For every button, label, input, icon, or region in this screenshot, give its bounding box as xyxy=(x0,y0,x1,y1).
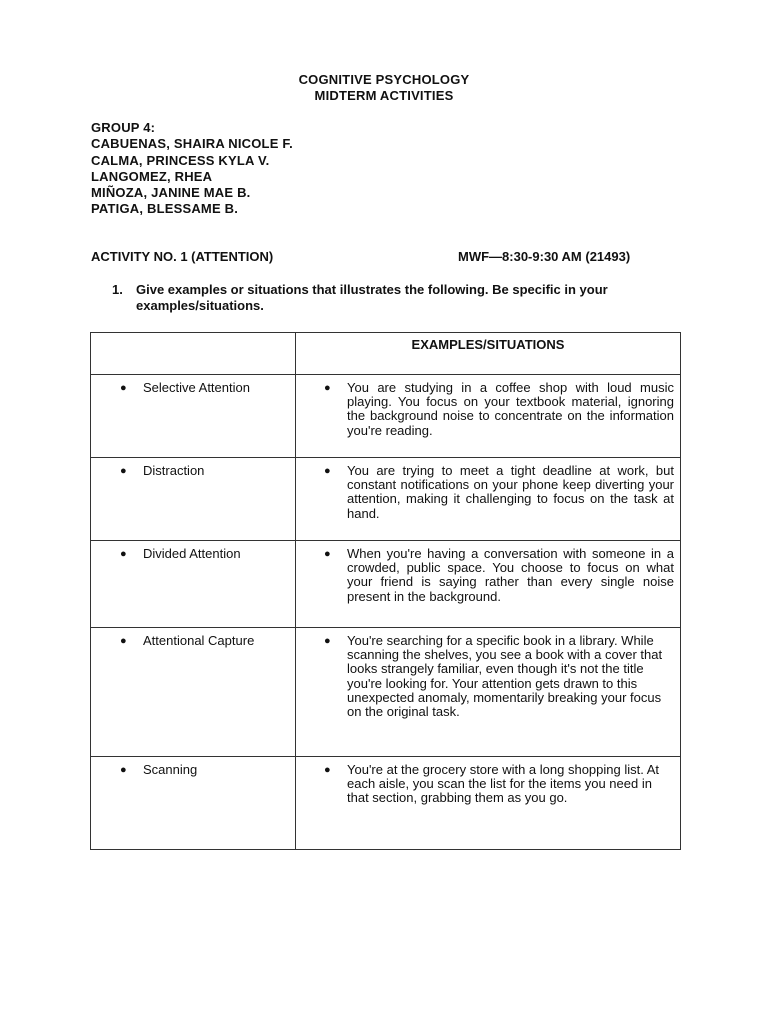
table-row xyxy=(91,458,681,541)
term-label: Attentional Capture xyxy=(143,633,255,648)
example-text: When you're having a conversation with someone in a crowded, public space. You choose to focus on what your friend is saying rather than every single noise present in the background. xyxy=(347,546,674,604)
example-cell xyxy=(296,458,681,541)
table-row xyxy=(91,628,681,757)
bullet-icon: ● xyxy=(120,382,127,394)
term-label: Distraction xyxy=(143,463,205,478)
group-member: MIÑOZA, JANINE MAE B. xyxy=(91,185,251,201)
table-row xyxy=(91,541,681,628)
example-text: You're at the grocery store with a long shopping list. At each aisle, you scan the list for the items you need in that section, grabbing them as you go. xyxy=(347,762,660,806)
example-cell xyxy=(296,375,681,458)
document-subtitle: MIDTERM ACTIVITIES xyxy=(314,88,454,103)
bullet-icon: ● xyxy=(324,382,331,394)
term-label: Selective Attention xyxy=(143,380,250,395)
group-label: GROUP 4: xyxy=(91,120,156,135)
bullet-icon: ● xyxy=(324,635,331,647)
instruction-number: 1. xyxy=(112,282,123,297)
bullet-icon: ● xyxy=(324,465,331,477)
activity-title: ACTIVITY NO. 1 (ATTENTION) xyxy=(91,249,274,264)
term-cell xyxy=(91,375,296,458)
group-member: CABUENAS, SHAIRA NICOLE F. xyxy=(91,136,293,152)
bullet-icon: ● xyxy=(120,764,127,776)
term-cell xyxy=(91,628,296,757)
activity-line xyxy=(91,249,691,265)
table-row xyxy=(91,375,681,458)
instruction xyxy=(112,282,672,314)
document-title xyxy=(0,72,768,104)
example-text: You're searching for a specific book in a library. While scanning the shelves, you see a book with a cover that looks strangely familiar, even though it's not the title you're looking for. Your attention gets drawn to this unexpected anomaly, momentarily breaking your focus on the original task. xyxy=(347,633,663,720)
course-title: COGNITIVE PSYCHOLOGY xyxy=(298,72,470,87)
examples-table xyxy=(90,332,681,850)
term-label: Divided Attention xyxy=(143,546,241,561)
example-cell xyxy=(296,757,681,850)
term-cell xyxy=(91,757,296,850)
table-header-right: EXAMPLES/SITUATIONS xyxy=(296,333,681,375)
instruction-text: Give examples or situations that illustrates the following. Be specific in your examples/situations. xyxy=(136,282,608,313)
table-row xyxy=(91,757,681,850)
group-member: CALMA, PRINCESS KYLA V. xyxy=(91,152,270,168)
bullet-icon: ● xyxy=(120,635,127,647)
table-header-left xyxy=(91,333,296,375)
group-member: LANGOMEZ, RHEA xyxy=(91,168,213,184)
bullet-icon: ● xyxy=(120,548,127,560)
group-members xyxy=(91,120,293,218)
activity-schedule: MWF—8:30-9:30 AM (21493) xyxy=(458,249,631,264)
example-cell xyxy=(296,628,681,757)
bullet-icon: ● xyxy=(324,764,331,776)
example-cell xyxy=(296,541,681,628)
bullet-icon: ● xyxy=(120,465,127,477)
term-cell xyxy=(91,458,296,541)
group-member: PATIGA, BLESSAME B. xyxy=(91,201,239,217)
term-cell xyxy=(91,541,296,628)
bullet-icon: ● xyxy=(324,548,331,560)
example-text: You are trying to meet a tight deadline at work, but constant notifications on your phone keep diverting your attention, making it challenging to focus on the task at hand. xyxy=(347,463,674,521)
table-header-row xyxy=(91,333,681,375)
term-label: Scanning xyxy=(143,762,198,777)
example-text: You are studying in a coffee shop with loud music playing. You focus on your textbook material, ignoring the background noise to concentrate on the information you're reading. xyxy=(347,380,674,438)
